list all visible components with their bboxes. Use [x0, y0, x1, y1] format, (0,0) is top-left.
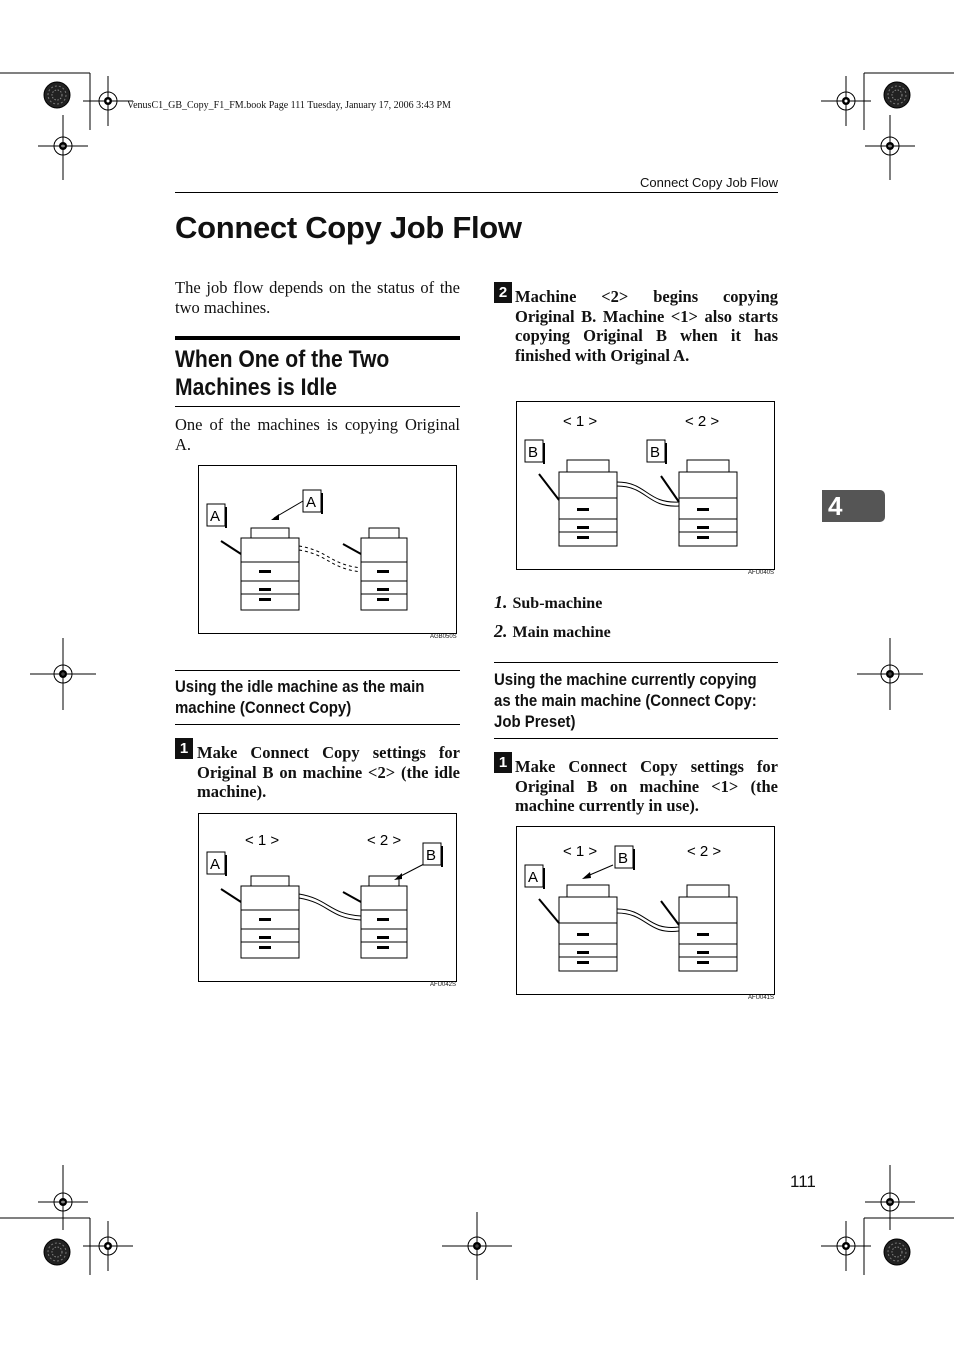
figure-idle-main: [198, 813, 457, 982]
copier-diagram: [517, 827, 774, 994]
document-b-sub-icon: [525, 440, 544, 464]
step-number-badge: 2: [494, 282, 512, 303]
sub2-step1-text: Make Connect Copy settings for Original B on machine <1> (the machine currently in use).: [515, 757, 778, 815]
copier-diagram: [199, 814, 456, 981]
figure-both-copying: [516, 401, 775, 570]
svg-text:B: B: [528, 444, 539, 461]
document-a-icon: [207, 852, 226, 876]
header-rule: [175, 192, 778, 193]
machine-2-label: < 2 >: [687, 843, 722, 860]
figure-code: AFU042S: [430, 982, 457, 988]
svg-text:A: A: [528, 869, 539, 886]
page-title: Connect Copy Job Flow: [175, 210, 522, 245]
copier-diagram: [199, 466, 456, 633]
step-number-badge: 1: [175, 738, 193, 759]
document-a-icon: [207, 504, 226, 528]
document-b-main-icon: [647, 440, 666, 464]
svg-text:B: B: [650, 444, 661, 461]
figure-code: AGB050S: [430, 634, 457, 640]
machine-2-label: < 2 >: [685, 413, 720, 430]
sub2-heading: Using the machine currently copying as the main machine (Connect Copy: Job Preset): [494, 670, 757, 731]
svg-text:A: A: [210, 856, 221, 873]
figure-code: AFU040S: [748, 570, 775, 576]
machine-1-label: < 1 >: [563, 843, 598, 860]
sub1-rule-top: [175, 670, 460, 671]
sub2-rule-top: [494, 662, 778, 663]
section-rule-bottom: [175, 406, 460, 407]
machine-1: [539, 885, 617, 971]
figure-code: AFU041S: [748, 995, 775, 1001]
machine-1: [221, 876, 299, 958]
machine-2: [343, 876, 407, 958]
section-heading: When One of the Two Machines is Idle: [175, 346, 390, 401]
section-rule-top: [175, 336, 460, 340]
step-number-badge: 1: [494, 752, 512, 773]
copier-diagram: [517, 402, 774, 569]
svg-text:B: B: [426, 847, 437, 864]
legend-item-1: 1. Sub-machine: [494, 592, 603, 612]
machine-1-label: < 1 >: [245, 832, 280, 849]
machine-2: [661, 885, 737, 971]
sub2-rule-bottom: [494, 738, 778, 739]
machine-2: [343, 528, 407, 610]
figure-job-preset: [516, 826, 775, 995]
machine-2-label: < 2 >: [367, 832, 402, 849]
page-number: 111: [790, 1172, 816, 1191]
svg-text:B: B: [618, 850, 629, 867]
sub1-heading: Using the idle machine as the main machine (Connect Copy): [175, 677, 425, 717]
figure-idle-machines: [198, 465, 457, 634]
file-header: VenusC1_GB_Copy_F1_FM.book Page 111 Tuesday, January 17, 2006 3:43 PM: [127, 100, 451, 111]
machine-1: [539, 460, 617, 546]
legend-item-2: 2. Main machine: [494, 621, 611, 641]
running-head: Connect Copy Job Flow: [639, 175, 778, 190]
document-b-icon: [615, 846, 634, 870]
document-b-icon: [423, 843, 442, 867]
svg-text:A: A: [210, 508, 221, 525]
chapter-tab: 4: [822, 490, 885, 522]
document-a-original-icon: [303, 490, 322, 514]
step2-text: Machine <2> begins copying Original B. Machine <1> also starts copying Original B when it has finished with Original A.: [515, 287, 778, 365]
machine-2: [661, 460, 737, 546]
document-a-icon: [525, 865, 544, 889]
sub1-rule-bottom: [175, 724, 460, 725]
section-intro: One of the machines is copying Original A.: [175, 415, 460, 454]
svg-text:A: A: [306, 494, 317, 511]
sub1-step1-text: Make Connect Copy settings for Original B on machine <2> (the idle machine).: [197, 743, 460, 801]
machine-1-label: < 1 >: [563, 413, 598, 430]
machine-1: [221, 528, 299, 610]
intro-paragraph: The job flow depends on the status of the two machines.: [175, 278, 460, 317]
